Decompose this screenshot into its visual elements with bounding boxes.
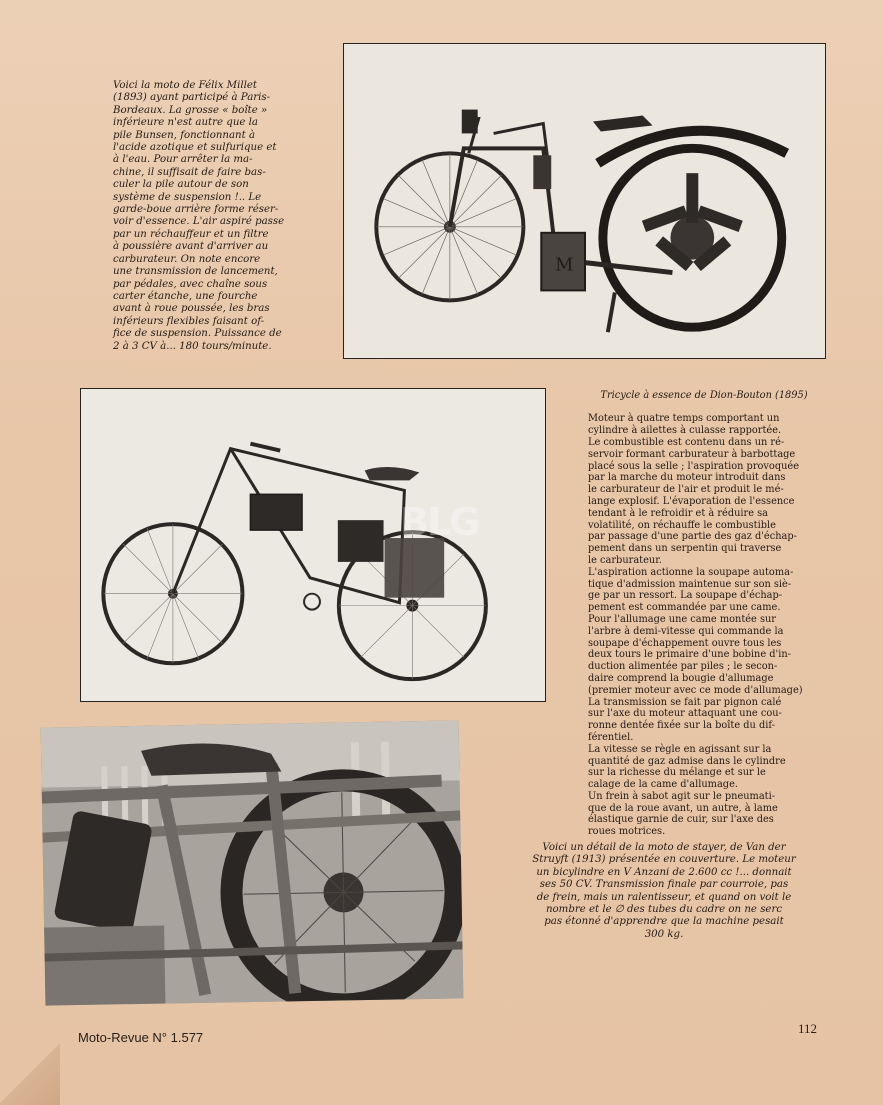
caption-vanderstruyft: Voici un détail de la moto de stayer, de Van der Struyft (1913) présentée en couverture. Le moteur un bicylindre en V Anzani de 2.600 cc !... donnait ses 50 CV. Transmission finale par courroie, pas de frein, mais un ralentisseur, et quand on voit le nombre et le ∅ des tubes du cadre on ne serc pas étonné d'apprendre que la machine pesait 300 kg. bbox=[532, 842, 796, 940]
millet-motorcycle-illustration bbox=[344, 44, 825, 358]
svg-text:M: M bbox=[555, 254, 574, 276]
photo-millet-motorcycle bbox=[343, 43, 826, 359]
vanderstruyft-illustration bbox=[41, 720, 464, 1005]
footer-page-number: 112 bbox=[798, 1021, 818, 1036]
folded-corner bbox=[0, 1040, 60, 1105]
caption-tricycle bbox=[588, 378, 820, 850]
photo-tricycle bbox=[80, 388, 546, 702]
caption-millet: Voici la moto de Félix Millet (1893) ayant participé à Paris- Bordeaux. La grosse « boîte » inférieure n'est autre que la pile Bunsen, fonctionnant à l'acide azotique et sulfurique et à l'eau. Pour arrêter la ma- chine, il suffisait de faire bas- culer la pile autour de son système de suspension !.. Le garde-boue arrière forme réser- voir d'essence. L'air aspiré passe par un réchauffeur et un filtre à poussière avant d'arriver au carburateur. On note encore une transmission de lancement, par pédales, avec chaîne sous carter étanche, une fourche avant à roue poussée, les bras inférieurs flexibles faisant of- fice de suspension. Puissance de 2 à 3 CV à... 180 tours/minute. bbox=[113, 80, 285, 352]
footer-magazine-issue: Moto-Revue N° 1.577 bbox=[78, 1030, 204, 1045]
watermark: BLG bbox=[400, 500, 479, 544]
photo-vanderstruyft-detail bbox=[41, 720, 464, 1005]
caption-tricycle-body: Moteur à quatre temps comportant un cylindre à ailettes à culasse rapportée. Le combustible est contenu dans un ré- servoir formant carburateur à barbottage placé sous la selle ; l'aspiration provoquée par la marche du moteur introduit dans le carburateur de l'air et produit le mé- lange explosif. L'évaporation de l'essence tendant à le refroidir et à réduire sa volatilité, on réchauffe le combustible par passage d'une partie des gaz d'échap- pement dans un serpentin qui traverse le carburateur. L'aspiration actionne la soupape automa- tique d'admission maintenue sur son siè- ge par un ressort. La soupape d'échap- pement est commandée par une came. Pour l'allumage une came montée sur l'arbre à demi-vitesse qui commande la soupape d'échappement ouvre tous les deux tours le primaire d'une bobine d'in- duction alimentée par piles ; le secon- daire comprend la bougie d'allumage (premier moteur avec ce mode d'allumage) La transmission se fait par pignon calé sur l'axe du moteur attaquant une cou- ronne dentée fixée sur la boîte du dif- férentiel. La vitesse se règle en agissant sur la quantité de gaz admise dans le cylindre sur la richesse du mélange et sur le calage de la came d'allumage. Un frein à sabot agit sur le pneumati- que de la roue avant, un autre, à lame élastique garnie de cuir, sur l'axe des roues motrices. bbox=[588, 413, 803, 838]
caption-tricycle-title: Tricycle à essence de Dion-Bouton (1895) bbox=[600, 389, 808, 401]
tricycle-illustration bbox=[81, 389, 545, 701]
